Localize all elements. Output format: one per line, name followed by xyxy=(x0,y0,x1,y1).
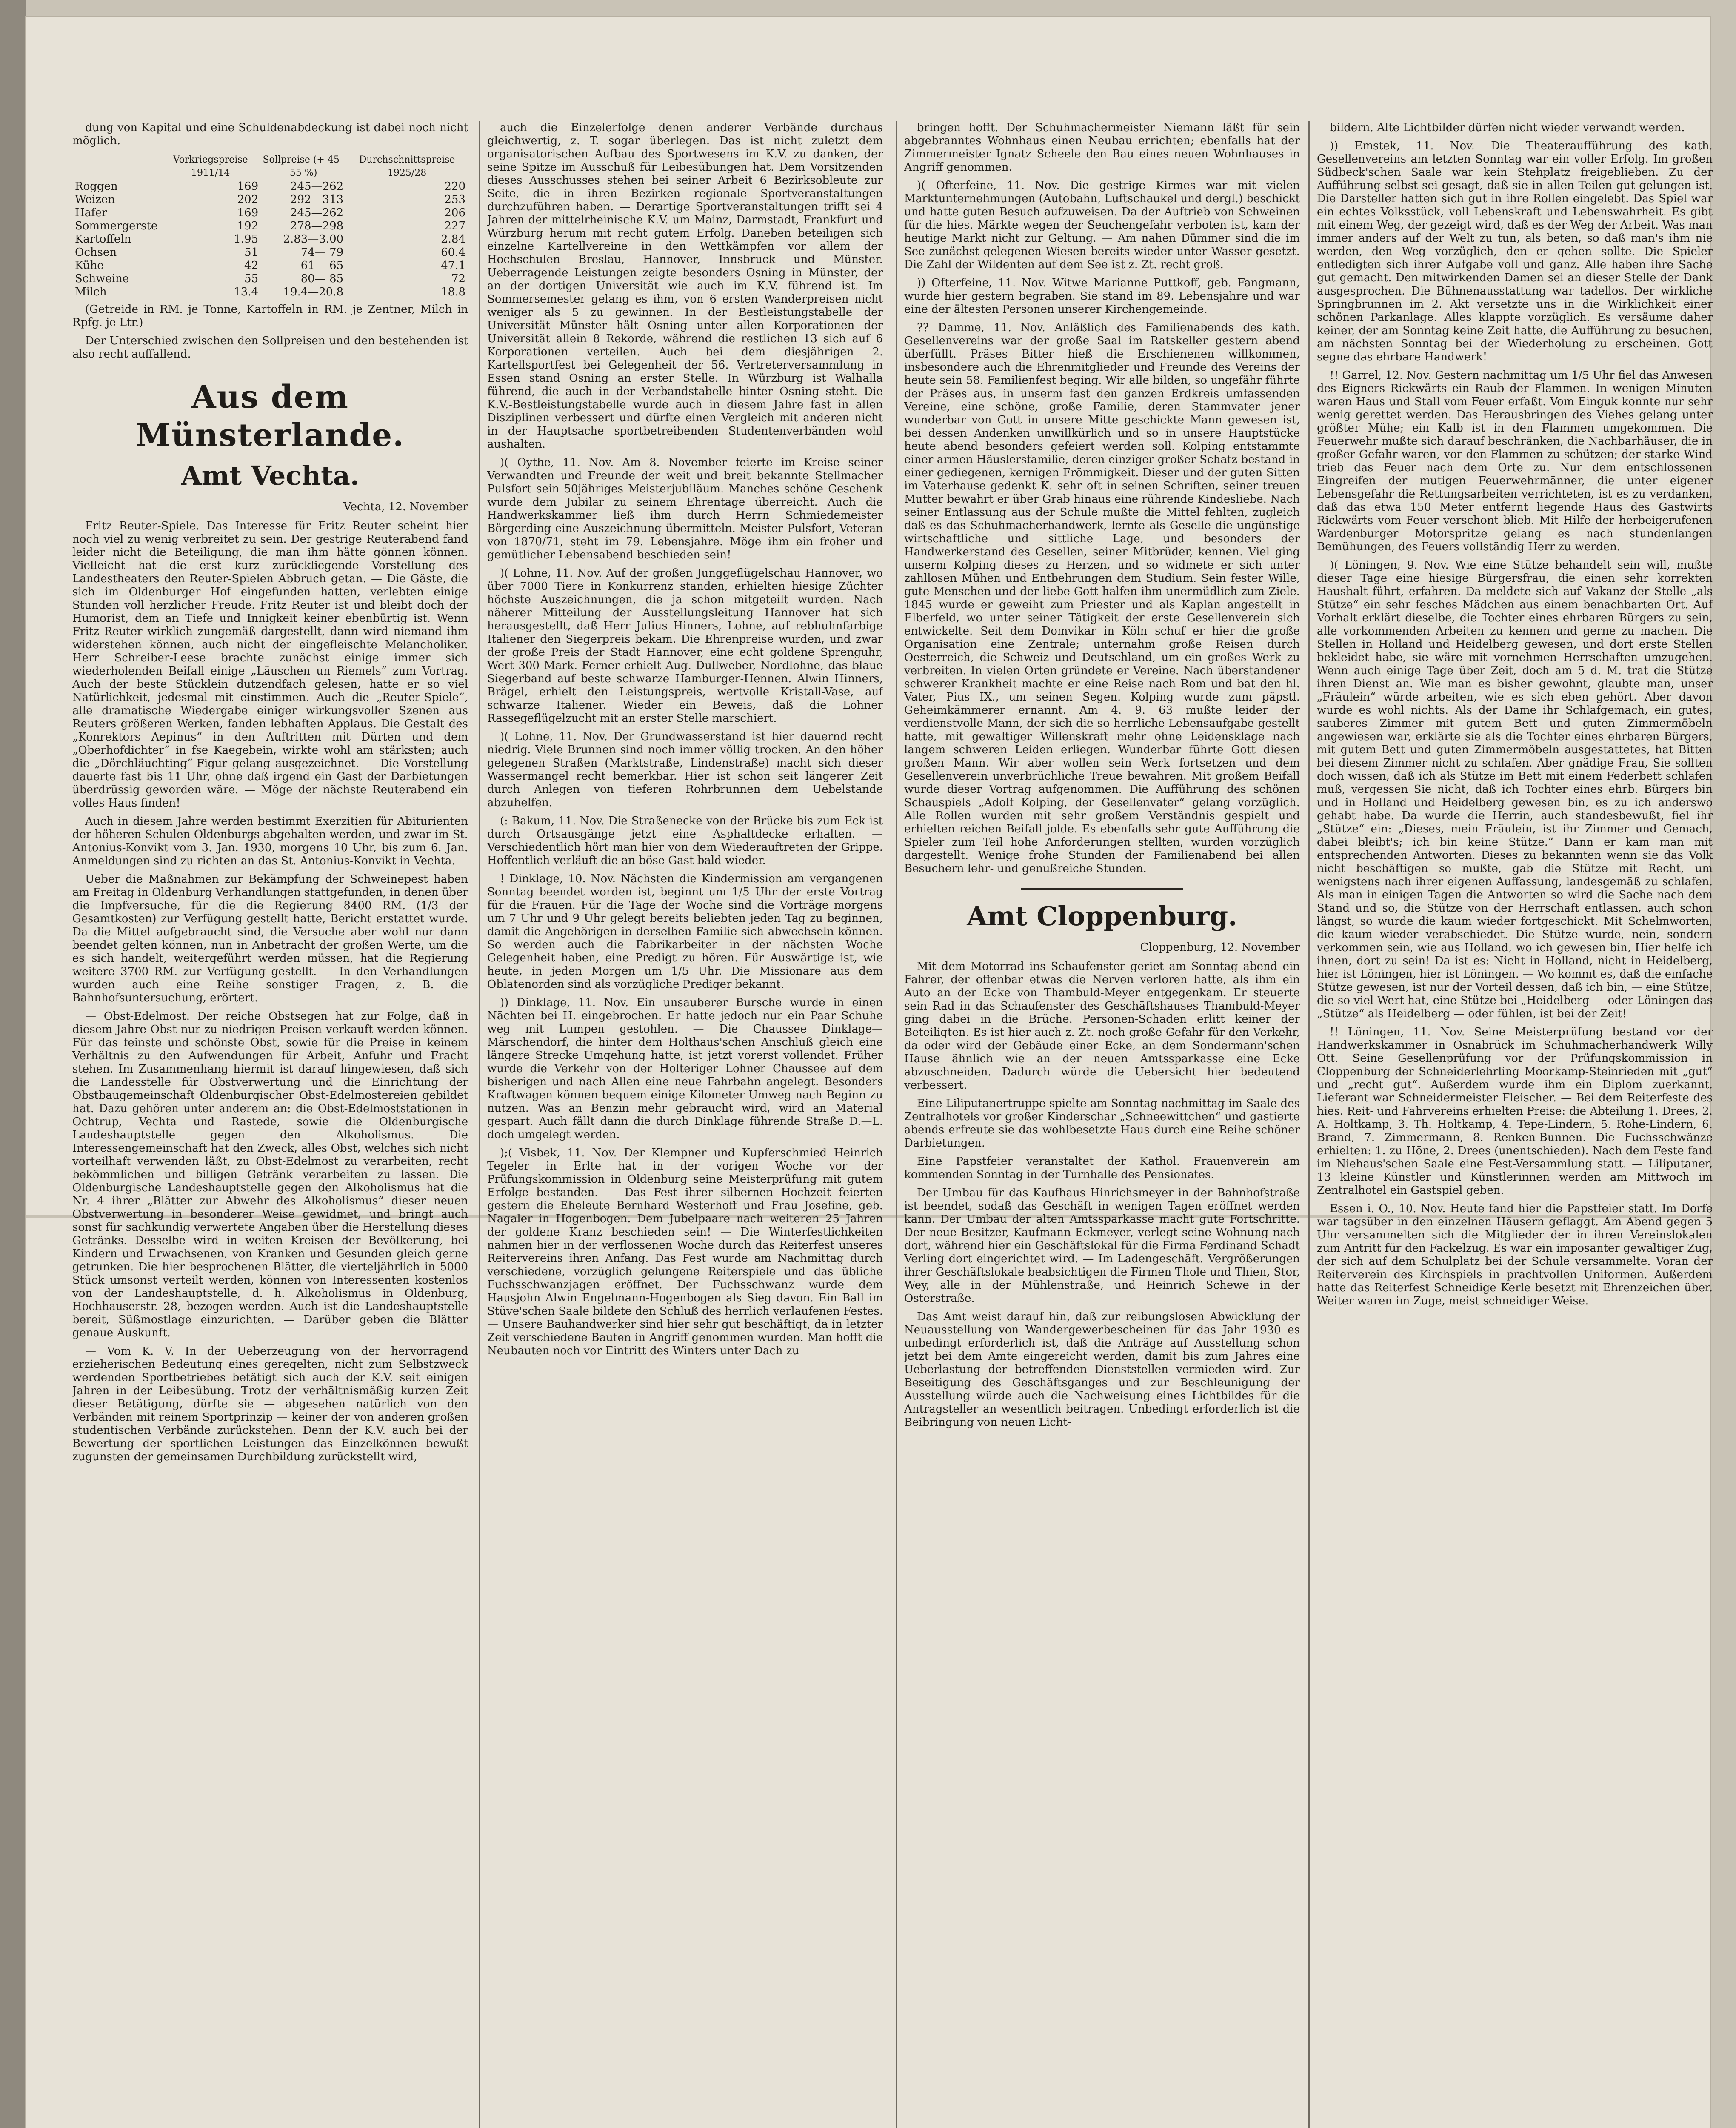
table-cell: 60.4 xyxy=(441,246,465,259)
table-cell: 2.83—3.00 xyxy=(283,233,344,246)
article-paragraph: (: Bakum, 11. Nov. Die Straßenecke von der Brücke bis zum Eck ist durch Ortsausgänge jetzt eine Asphaltdecke erhalten. — Verschiedentlich hört man hier von dem Wiederauftreten der Grippe. Hoffentlich verläuft die an böse Gast bald wieder. xyxy=(487,815,883,867)
column-2 xyxy=(487,121,883,2128)
table-cell: Ochsen xyxy=(75,246,117,259)
table-cell: Sommergerste xyxy=(75,220,158,232)
article-paragraph: )) Emstek, 11. Nov. Die Theateraufführung des kath. Gesellenvereins am letzten Sonntag war ein voller Erfolg. Im großen Südbeck'schen Saale war kein Stehplatz freigeblieben. Zu der Aufführung selbst sei gesagt, daß sie in allen Teilen gut gelungen ist. Die Darsteller hatten sich gut in ihre Rollen eingelebt. Das Spiel war ein echtes Volksstück, voll Lebenskraft und Lebenswahrheit. Es gibt mit einem Weg, der gezeigt wird, daß es der Weg der Arbeit. Was man immer anders auf der Welt zu tun, als beten, so daß man's ihm nie werden, den Weg vorzüglich, den er gehen sollte. Die Spieler entledigten sich ihrer Aufgabe voll und ganz. Alle haben ihre Sache gut gemacht. Den mitwirkenden Damen sei an dieser Stelle der Dank ausgesprochen. Die Bühnenausstattung war tadellos. Der wirkliche Springbrunnen im 2. Akt versetzte uns in die Wirklichkeit einer schönen Parkanlage. Alles klappte vorzüglich. Es versäume daher keiner, der am Sonntag keine Zeit hatte, die Aufführung zu besuchen, am nächsten Sonntag bei der Wiederholung zu erscheinen. Gott segne das ehrbare Handwerk! xyxy=(1317,140,1713,363)
table-cell: Hafer xyxy=(75,206,107,219)
table-row xyxy=(72,259,468,272)
article-paragraph: Eine Liliputanertruppe spielte am Sonntag nachmittag im Saale des Zentralhotels vor großer Kinderschar „Schneewittchen“ und gastierte abends erfreute sie das wohlbesetzte Haus durch eine Reihe schöner Darbietungen. xyxy=(904,1097,1300,1150)
table-cell: 245—262 xyxy=(290,180,344,193)
table-cell: 51 xyxy=(244,246,259,259)
article-paragraph: bringen hofft. Der Schuhmachermeister Niemann läßt für sein abgebranntes Wohnhaus einen Neubau errichten; ebenfalls hat der Zimmermeister Ignatz Scheele den Bau eines neuen Wohnhauses in Angriff genommen. xyxy=(904,121,1300,174)
table-cell: Kartoffeln xyxy=(75,233,131,246)
article-paragraph: )( Löningen, 9. Nov. Wie eine Stütze behandelt sein will, mußte dieser Tage eine hiesige Bürgersfrau, die einen sehr korrekten Haushalt führt, erfahren. Da meldete sich auf Vakanz der Stelle „als Stütze“ ein sehr fesches Mädchen aus einem benachbarten Ort. Auf Vorhalt erklärt dieselbe, die Tochter eines ehrbaren Bürgers zu sein, alle vorkommenden Arbeiten zu kennen und gerne zu machen. Die Stellen in Holland und Heidelberg gewesen, und dort erste Stellen bekleidet habe, sie wäre mit vornehmen Herrschaften umzugehen. Wenn auch einige Tage über Zeit, doch am 5 d. M. trat die Stütze ihren Dienst an. Wie man es bisher gewohnt, glaubte man, unser „Fräulein“ würde arbeiten, wie es sich eben gehört. Aber davon wurde es wohl nichts. Als der Dame ihr Schlafgemach, ein gutes, sauberes Zimmer mit gutem Bett und guten Zimmermöbeln angewiesen war, erklärte sie als die Tochter eines ehrbaren Bürgers, mit gutem Bett und guten Zimmermöbeln ausgestattetes, hat Bitten bei diesem Zimmer nicht zu schlafen. Aber gnädige Frau, Sie sollten doch wissen, daß ich als Stütze im Bett mit einem Federbett schlafen muß, vergessen Sie nicht, daß ich Tochter eines ehrb. Bürgers bin und in Holland und Heidelberg gewesen bin, es zu ich anderswo gehabt habe. Da wurde die Herrin, auch standesbewußt, fiel ihr „Stütze“ ein: „Dieses, mein Fräulein, ist ihr Zimmer und Gemach, dabei bleibt's; ich bin keine Stütze.“ Dann er kam man mit entsprechenden Antworten. Dieses zu bekannten wenn sie das Volk nicht beschäftigen so mußte, gab die Stütze mit Recht, um wenigstens nach ihrer eigenen Auffassung, landesgemäß zu schlafen. Als man in einigen Tagen die Antworten so wird die Sache nach dem Stand und so, die Stütze von der Herrschaft entlassen, auch schon längst, so wurde die kaum wieder fortgeschickt. Mit Schelmworten, die kaum wieder verabschiedet. Die Stütze wurde, nein, sondern verkommen sein, wie aus Holland, wo ich gewesen bin, Hier helfe ich ihnen, dort zu sein! Da ist es: Nicht in Holland, nicht in Heidelberg, hier ist Löningen, hier ist Löningen. — Wo kommt es, daß die einfache Stütze gewesen, ist nur der Vorteil dessen, daß ich bin, — eine Stütze, die so viel Wert hat, eine Stütze bei „Heidelberg — oder Löningen das „Stütze“ als Heidelberg — oder fühlen, ist bei der Zeit! xyxy=(1317,559,1713,1020)
table-note: (Getreide in RM. je Tonne, Kartoffeln in RM. je Zentner, Milch in Rpfg. je Ltr.) xyxy=(72,303,468,329)
table-header-cell xyxy=(72,153,160,180)
article-paragraph: )( Ofterfeine, 11. Nov. Die gestrige Kirmes war mit vielen Marktunternehmungen (Autobahn, Luftschaukel und dergl.) beschickt und hatte guten Besuch aufzuweisen. Da der Auftrieb von Schweinen für die hies. Märkte wegen der Seuchengefahr verboten ist, kam der heutige Markt nicht zur Geltung. — Am nahen Dümmer sind die im See zunächst gelegenen Wiesen bereits wieder unter Wasser gesetzt. Die Zahl der Wildenten auf dem See ist z. Zt. recht groß. xyxy=(904,179,1300,271)
column-rule xyxy=(479,121,480,2128)
table-cell: 192 xyxy=(237,220,259,232)
table-cell: 169 xyxy=(237,206,259,219)
paragraph: dung von Kapital und eine Schuldenabdeckung ist dabei noch nicht möglich. xyxy=(72,121,468,147)
article-paragraph: ?? Damme, 11. Nov. Anläßlich des Familienabends des kath. Gesellenvereins war der große Saal im Ratskeller gestern abend überfüllt. Präses Bitter hieß die Erschienenen willkommen, insbesondere auch die Ehrenmitglieder und Freunde des Vereins der heute sein 58. Familienfest beging. Wir alle bilden, so ungefähr führte der Präses aus, in unserm fast den ganzen Erdkreis umfassenden Vereine, eine schöne, große Familie, deren Stammvater jener wunderbar von Gott in unsere Mitte geschickte Mann gewesen ist, bei dessen Andenken unwillkürlich und so in unsere Hauptstücke heute abend besonders gefeiert werden soll. Kolping entstammte einer armen Häuslersfamilie, deren einziger großer Schatz bestand in einer gediegenen, kernigen Frömmigkeit. Dieser und der guten Sitten im Vaterhause gedenkt K. sehr oft in seinen Schriften, seiner treuen Mutter bewahrt er über Grab hinaus eine rührende Kindesliebe. Nach seiner Entlassung aus der Schule mußte die Mittel fehlten, zugleich daß es das Schuhmacherhandwerk, lernte als Geselle die ungünstige wirtschaftliche und sittliche Lage, und besonders der Handwerkerstand des Gesellen, seiner Mitbrüder, kennen. Viel ging unserm Kolping dieses zu Herzen, und so widmete er sich unter zahllosen Mühen und Entbehrungen dem Studium. Sein fester Wille, gute Menschen und der liebe Gott halfen ihm unermüdlich zum Ziele. 1845 wurde er geweiht zum Priester und als Kaplan angestellt in Elberfeld, wo unter seiner Tätigkeit der erste Gesellenverein sich entwickelte. Seit dem Domvikar in Köln schuf er hier die große Organisation eine Zentrale; unternahm große Reisen durch Oesterreich, die Schweiz und Deutschland, um ein großes Werk zu verbreiten. In vielen Orten gründete er Vereine. Nach überstandener schwerer Krankheit machte er eine Reise nach Rom und bat den hl. Vater, Pius IX., um seinen Segen. Kolping wurde zum päpstl. Geheimkämmerer ernannt. Am 4. 9. 63 mußte leider der verdienstvolle Mann, der sich die so herrliche Lebensaufgabe gestellt hatte, mit gewaltiger Willenskraft mehr ohne Leidensklage nach langem schweren Leiden erliegen. Wunderbar führte Gott diesen großen Mann. Wir aber wollen sein Werk fortsetzen und dem Gesellenverein unverbrüchliche Treue bewahren. Mit großem Beifall wurde dieser Vortrag aufgenommen. Die Aufführung des schönen Schauspiels „Adolf Kolping, der Gesellenvater“ gelang vorzüglich. Alle Rollen wurden mit sehr großem Verständnis gespielt und erhielten reichen Beifall jolde. Es ebenfalls sehr gute Aufführung die Spieler zum Teil hohe Anforderungen stellten, wurden vorzüglich dargestellt. Wenige frohe Stunden der Familienabend bei allen Besuchern lehr- und genußreiche Stunden. xyxy=(904,321,1300,875)
price-table xyxy=(72,153,468,299)
dateline: Cloppenburg, 12. November xyxy=(1140,941,1300,954)
table-row xyxy=(72,272,468,286)
article-paragraph: auch die Einzelerfolge denen anderer Verbände durchaus gleichwertig, z. T. sogar überlegen. Das ist nicht zuletzt dem organisatorischen Aufbau des Sportwesens im K.V. zu danken, der seine Spitze im Ausschuß für Leibesübungen hat. Dem Vorsitzenden dieses Ausschusses stehen bei seiner Arbeit 6 Bezirksobleute zur Seite, die in ihren Bezirken regionale Sportveranstaltungen durchzuführen haben. — Derartige Sportveranstaltungen trifft sei 4 Jahren der mittelrheinische K.V. um Mainz, Darmstadt, Frankfurt und Würzburg herum mit recht gutem Erfolg. Daneben beteiligen sich einzelne Kartellvereine in den Wettkämpfen vor allem der Hochschulen Breslau, Hannover, Innsbruck und Münster. Ueberragende Leistungen zeigte besonders Osning in Münster, der an der dortigen Universität wie auch im K.V. führend ist. Im Sommersemester gelang es ihm, von 6 ersten Wanderpreisen nicht weniger als 5 zu gewinnen. In der Bestleistungstabelle der Universität Münster hält Osning unter allen Korporationen der Universität allein 8 Rekorde, während die restlichen 13 sich auf 6 Korporationen verteilen. Auch bei dem diesjährigen 2. Kartellsportfest bei Gelegenheit der 56. Vertreterversammlung in Essen stand Osning an erster Stelle. In Würzburg ist Walhalla führend, die auch in der Verbandstabelle hinter Osning steht. Die K.V.-Bestleistungstabelle wurde auch in diesem Jahre fast in allen Disziplinen verbessert und dürfte einen Vergleich mit anderen nicht in der Hauptsache sportbetreibenden Studentenverbänden wohl aushalten. xyxy=(487,121,883,451)
article-paragraph: )) Dinklage, 11. Nov. Ein unsauberer Bursche wurde in einen Nächten bei H. eingebrochen. Er hatte jedoch nur ein Paar Schuhe weg mit Lumpen gestohlen. — Die Chaussee Dinklage—Märschendorf, die hinter dem Holthaus'schen Anschluß gleich eine längere Strecke Umgehung hatte, ist jetzt vorerst vollendet. Früher wurde die Verkehr von der Holteriger Lohner Chaussee auf dem bisherigen und nach Allen eine neue Fahrbahn angelegt. Besonders Kraftwagen können bequem einige Kilometer Umweg nach Beginn zu nutzen. Was an Benzin mehr gebraucht wird, wird an Material gespart. Auch fällt dann die durch Dinklage führende Straße D.—L. doch umgelegt werden. xyxy=(487,996,883,1141)
table-cell: Schweine xyxy=(75,272,129,285)
article-paragraph: Der Umbau für das Kaufhaus Hinrichsmeyer in der Bahnhofstraße ist beendet, sodaß das Geschäft in wenigen Tagen eröffnet werden kann. Der Umbau der alten Amtssparkasse macht gute Fortschritte. Der neue Besitzer, Kaufmann Eckmeyer, verlegt seine Wohnung nach dort, während hier ein Geschäftslokal für die Firma Ferdinand Schadt Verling dort eingerichtet wird. — Im Ladengeschäft. Vergrößerungen ihrer Geschäftslokale beabsichtigen die Firmen Thole und Thien, Stor, Wey, alle in der Mühlenstraße, und Heinrich Schewe in der Osterstraße. xyxy=(904,1187,1300,1305)
table-row xyxy=(72,233,468,246)
article-paragraph: ! Dinklage, 10. Nov. Nächsten die Kindermission am vergangenen Sonntag beendet worden ist, beginnt um 1/5 Uhr der erste Vortrag für die Frauen. Für die Tage der Woche sind die Vorträge morgens um 7 Uhr und 9 Uhr gelegt bereits beliebten jeden Tag zu beginnen, damit die Angehörigen in derselben Familie sich abwechseln können. So werden auch die Fabrikarbeiter in der nächsten Woche Gelegenheit haben, eine Predigt zu hören. Für Auswärtige ist, wie heute, in jeden Morgen um 1/5 Uhr. Die Missionare aus dem Oblatenorden sind als vorzügliche Prediger bekannt. xyxy=(487,872,883,991)
article-paragraph: Das Amt weist darauf hin, daß zur reibungslosen Abwicklung der Neuausstellung von Wandergewerbescheinen für das Jahr 1930 es unbedingt erforderlich ist, daß die Anträge auf Ausstellung schon jetzt bei dem Amte eingereicht werden, damit bis zum Jahres eine Ueberlastung der betreffenden Dienststellen vermieden wird. Zur Beseitigung des Geschäftsganges und zur Beschleunigung der Ausstellung würde auch die Nachweisung eines Lichtbildes für die Antragsteller an wesentlich beitragen. Unbedingt erforderlich ist die Beibringung von neuen Licht- xyxy=(904,1310,1300,1429)
column-rule xyxy=(1308,121,1310,2128)
article-paragraph: Eine Papstfeier veranstaltet der Kathol. Frauenverein am kommenden Sonntag in der Turnhalle des Pensionates. xyxy=(904,1155,1300,1181)
table-cell: Milch xyxy=(75,286,107,298)
table-cell: 74— 79 xyxy=(300,246,344,259)
article-paragraph: )) Ofterfeine, 11. Nov. Witwe Marianne Puttkoff, geb. Fangmann, wurde hier gestern begraben. Sie stand im 89. Lebensjahre und war eine der ältesten Personen unserer Kirchengemeinde. xyxy=(904,277,1300,316)
table-row xyxy=(72,246,468,259)
article-paragraph: !! Garrel, 12. Nov. Gestern nachmittag um 1/5 Uhr fiel das Anwesen des Eigners Rickwärts ein Raub der Flammen. In wenigen Minuten waren Haus und Stall vom Feuer erfaßt. Vom Einguk konnte nur sehr wenig gerettet werden. Das Herausbringen des Viehes gelang unter größter Mühe; ein Kalb ist in den Flammen umgekommen. Die Feuerwehr mußte sich darauf beschränken, die Nachbarhäuser, die in großer Gefahr waren, vor den Flammen zu schützen; der starke Wind trieb das Feuer nach dem Orte zu. Nur dem entschlossenen Eingreifen der mutigen Feuerwehrmänner, die unter eigener Lebensgefahr die Rettungsarbeiten verrichteten, ist es zu verdanken, daß das etwa 150 Meter entfernt liegende Haus des Gastwirts Rickwärts vom Feuer verschont blieb. Mit Hilfe der herbeigerufenen Wardenburger Motorspritze gelang es nach stundenlangen Bemühungen, des Feuers vollständig Herr zu werden. xyxy=(1317,369,1713,553)
dateline: Vechta, 12. November xyxy=(343,501,468,513)
table-row xyxy=(72,193,468,206)
column-rule xyxy=(896,121,897,2128)
article-paragraph: Ueber die Maßnahmen zur Bekämpfung der Schweinepest haben am Freitag in Oldenburg Verhandlungen stattgefunden, in denen über die Impfversuche, für die die Regierung 8400 RM. (1/3 der Gesamtkosten) zur Verfügung gestellt hatte, Bericht erstattet wurde. Da die Mittel aufgebraucht sind, die Versuche aber wohl nur dann beendet gelten können, nun in Anbetracht der großen Werte, um die es sich handelt, weitergeführt werden müssen, hat die Regierung weitere 3700 RM. zur Verfügung gestellt. — In den Verhandlungen wurden auch eine Reihe sonstiger Fragen, z. B. die Bahnhofsuntersuchung, erörtert. xyxy=(72,873,468,1004)
table-cell: 47.1 xyxy=(441,259,465,272)
table-cell: 206 xyxy=(444,206,465,219)
table-row xyxy=(72,286,468,299)
table-header-row xyxy=(72,153,468,180)
table-row xyxy=(72,220,468,233)
table-cell: 2.84 xyxy=(441,233,465,246)
table-header-cell: Vorkriegspreise 1911/14 xyxy=(173,154,248,178)
table-cell: 245—262 xyxy=(290,206,344,219)
section-heading: Aus dem Münsterlande. xyxy=(136,379,405,454)
column-4 xyxy=(1317,121,1713,2128)
table-cell: 169 xyxy=(237,180,259,193)
table-cell: 292—313 xyxy=(290,193,344,206)
table-cell: Roggen xyxy=(75,180,118,193)
article-paragraph: Mit dem Motorrad ins Schaufenster geriet am Sonntag abend ein Fahrer, der offenbar etwas die Nerven verloren hatte, als ihm ein Auto an der Ecke von Thambuld-Meyer entgegenkam. Er steuerte sein Rad in das Schaufenster des Geschäftshauses Thambuld-Meyer ging dabei in die Brüche. Personen-Schaden erlitt keiner der Beteiligten. Es ist hier auch z. Zt. noch große Gefahr für den Verkehr, da oder wird der Gebäude einer Ecke, an dem Sondermann'schen Hause ähnlich wie an der neuen Amtssparkasse eine Ecke abzuschneiden. Dadurch würde die Uebersicht hier bedeutend verbessert. xyxy=(904,960,1300,1092)
section-divider xyxy=(1021,888,1183,890)
table-cell: 253 xyxy=(444,193,465,206)
column-3 xyxy=(904,121,1300,2128)
table-cell: 1.95 xyxy=(234,233,259,246)
article-paragraph: )( Oythe, 11. Nov. Am 8. November feierte im Kreise seiner Verwandten und Freunde der weit und breit bekannte Stellmacher Pulsfort sein 50jähriges Meisterjubiläum. Manches schöne Geschenk wurde dem Jubilar zu seinem Ehrentage überreicht. Auch die Handwerkskammer ließ ihm durch Herrn Schmiedemeister Börgerding eine Auszeichnung übermitteln. Meister Pulsfort, Veteran von 1870/71, steht im 79. Lebensjahre. Möge ihm ein froher und gemütlicher Lebensabend beschieden sein! xyxy=(487,456,883,561)
scan-edge xyxy=(0,0,26,2128)
table-cell: 80— 85 xyxy=(300,272,344,285)
article-paragraph: Auch in diesem Jahre werden bestimmt Exerzitien für Abiturienten der höheren Schulen Oldenburgs abgehalten werden, und zwar im St. Antonius-Konvikt vom 3. Jan. 1930, morgens 10 Uhr, bis zum 6. Jan. Anmeldungen sind zu richten an das St. Antonius-Konvikt in Vechta. xyxy=(72,815,468,867)
article-paragraph: — Vom K. V. In der Ueberzeugung von der hervorragend erzieherischen Bedeutung eines geregelten, nicht zum Selbstzweck werdenden Sportbetriebes betätigt sich auch der K.V. seit einigen Jahren in der Leibesübung. Trotz der verhältnismäßig kurzen Zeit dieser Betätigung, dürfte sie — abgesehen natürlich von den Verbänden mit reinem Sportprinzip — keiner der von anderen großen studentischen Verbände zurückstehen. Denn der K.V. auch bei der Bewertung der sportlichen Leistungen das Einzelkönnen bewußt zugunsten der gemeinsamen Durchbildung zurückstellt wird, xyxy=(72,1345,468,1463)
table-header-cell: Durchschnittspreise 1925/28 xyxy=(359,154,455,178)
table-cell: 227 xyxy=(444,220,465,232)
article-paragraph: )( Lohne, 11. Nov. Der Grundwasserstand ist hier dauernd recht niedrig. Viele Brunnen sind noch immer völlig trocken. An den höher gelegenen Straßen (Marktstraße, Lindenstraße) macht sich dieser Wassermangel recht bemerkbar. Hier ist schon seit längerer Zeit durch Anlegen von tieferen Rohrbrunnen dem Uebelstande abzuhelfen. xyxy=(487,730,883,809)
paragraph: Der Unterschied zwischen den Sollpreisen und den bestehenden ist also recht auffallend. xyxy=(72,335,468,360)
table-row xyxy=(72,206,468,220)
table-cell: 42 xyxy=(244,259,259,272)
table-cell: 202 xyxy=(237,193,259,206)
table-header-cell: Sollpreise (+ 45–55 %) xyxy=(263,154,344,178)
article-paragraph: — Obst-Edelmost. Der reiche Obstsegen hat zur Folge, daß in diesem Jahre Obst nur zu niedrigen Preisen verkauft werden können. Für das feinste und schönste Obst, sowie für die Preise in keinem Verhältnis zu den Aufwendungen für Arbeit, Anfuhr und Fracht stehen. Im Zusammenhang hiermit ist darauf hingewiesen, daß sich die Landesstelle für Obstverwertung und die Einrichtung der Obstbaugemeinschaft Oldenburgischer Obst-Edelmostereien gebildet hat. Dazu gehören unter anderem an: die Obst-Edelmoststationen in Ochtrup, Vechta und Rastede, sowie die Oldenburgische Landeshauptstelle gegen den Alkoholismus. Die Interessengemeinschaft hat den Zweck, alles Obst, welches sich nicht vorteilhaft verwenden läßt, zu Obst-Edelmost zu verarbeiten, recht bekömmlichen und billigen Getränk verarbeiten zu lassen. Die Oldenburgische Landeshauptstelle gegen den Alkoholismus hat die Nr. 4 ihrer „Blätter zur Abwehr des Alkoholismus“ dieser neuen Obstverwertung in besonderer Weise gewidmet, und bringt auch sonst für sachkundig verwertete Angaben über die Herstellung dieses Getränks. Desselbe wird in weiten Kreisen der Bevölkerung, bei Kindern und Erwachsenen, von Kranken und Gesunden gleich gerne getrunken. Die hier besprochenen Blätter, die vierteljährlich in 5000 Stück umsonst verteilt werden, können von Interessenten kostenlos von der Landeshauptstelle, d. h. Alkoholismus in Oldenburg, Hochhauserstr. 28, bezogen werden. Auch ist die Landeshauptstelle bereit, Süßmostlage einzurichten. — Darüber geben die Blätter genaue Auskunft. xyxy=(72,1010,468,1339)
table-cell: 278—298 xyxy=(290,220,344,232)
table-cell: 61— 65 xyxy=(300,259,344,272)
article-paragraph: );( Visbek, 11. Nov. Der Klempner und Kupferschmied Heinrich Tegeler in Erlte hat in der vorigen Woche vor der Prüfungskommission in Oldenburg seine Meisterprüfung mit gutem Erfolge bestanden. — Das Fest ihrer silbernen Hochzeit feierten gestern die Eheleute Bernhard Westerhoff und Frau Josefine, geb. Nagaler in Hogenbogen. Dem Jubelpaare nach weiteren 25 Jahren der goldene Kranz beschieden sein! — Die Winterfestlichkeiten nahmen hier in der verflossenen Woche durch das Reiterfest unseres Reitervereins ihren Anfang. Das Fest wurde am Nachmittag durch verschiedene, vorzüglich gelungene Reiterspiele und das übliche Fuchsschwanzjagen eröffnet. Der Fuchsschwanz wurde dem Hausjohn Alwin Engelmann-Hogenbogen als Sieg davon. Ein Ball im Stüve'schen Saale bildete den Schluß des herrlich verlaufenen Festes. — Unsere Bauhandwerker sind hier sehr gut beschäftigt, da in letzter Zeit verschiedene Bauten in Angriff genommen wurden. Man hofft die Neubauten noch vor Eintritt des Winters unter Dach zu xyxy=(487,1147,883,1357)
section-subheading: Amt Cloppenburg. xyxy=(967,901,1237,932)
table-cell: Weizen xyxy=(75,193,115,206)
table-cell: 72 xyxy=(451,272,465,285)
column-1 xyxy=(72,121,468,2128)
table-cell: 220 xyxy=(444,180,465,193)
table-row xyxy=(72,180,468,193)
article-paragraph: bildern. Alte Lichtbilder dürfen nicht wieder verwandt werden. xyxy=(1330,121,1685,134)
table-cell: 18.8 xyxy=(441,286,465,298)
table-cell: 19.4—20.8 xyxy=(283,286,344,298)
table-cell: 13.4 xyxy=(234,286,259,298)
article-paragraph: Fritz Reuter-Spiele. Das Interesse für Fritz Reuter scheint hier noch viel zu wenig verbreitet zu sein. Der gestrige Reuterabend fand leider nicht die Beteiligung, die man ihm hätte gönnen können. Vielleicht hat die erst kurz zurückliegende Vorstellung des Landestheaters den Reuter-Spielen Abbruch getan. — Die Gäste, die sich im Oldenburger Hof eingefunden hatten, verlebten einige Stunden voll herzlicher Freude. Fritz Reuter ist und bleibt doch der Humorist, dem an Tiefe und Innigkeit keiner ebenbürtig ist. Wenn Fritz Reuter wirklich zungemäß dargestellt, dann wird niemand ihm widerstehen können, auch nicht der eingefleischte Melancholiker. Herr Schreiber-Leese brachte zunächst einige immer sich wiederholenden Beifall einige „Läuschen un Riemels“ zum Vortrag. Auch der beste Stücklein dutzendfach gelesen, hatte er so viel Natürlichkeit, jedesmal mit einstimmen. Auch die „Reuter-Spiele“, alle dramatische Wiedergabe einiger wirkungsvoller Szenen aus Reuters größeren Werken, fanden lebhaften Applaus. Die Gestalt des „Konrektors Aepinus“ in den Auftritten mit Dürten und dem „Oberhofdichter“ in fse Kaegebein, wirkte wohl am stärksten; auch die „Dörchläuchting“-Figur gelang ausgezeichnet. — Die Vorstellung dauerte fast bis 11 Uhr, ohne daß irgend ein Gast der Darbietungen überdrüssig geworden wäre. — Möge der nächste Reuterabend ein volles Haus finden! xyxy=(72,520,468,809)
table-cell: 55 xyxy=(244,272,259,285)
section-subheading: Amt Vechta. xyxy=(181,460,360,491)
table-cell: Kühe xyxy=(75,259,104,272)
article-paragraph: !! Löningen, 11. Nov. Seine Meisterprüfung bestand vor der Handwerkskammer in Osnabrück im Schuhmacherhandwerk Willy Ott. Seine Gesellenprüfung vor der Prüfungskommission in Cloppenburg der Schneiderlehrling Moorkamp-Steinrieden mit „gut“ und „recht gut“. Außerdem wurde ihm ein Diplom zuerkannt. Lieferant war Schneidermeister Fleischer. — Bei dem Reiterfeste des hies. Reit- und Fahrvereins erhielten Preise: die Abteilung 1. Drees, 2. A. Holtkamp, 3. Th. Holtkamp, 4. Tepe-Lindern, 5. Rohe-Lindern, 6. Brand, 7. Zimmermann, 8. Renken-Bunnen. Die Fuchsschwänze erhielten: 1. zu Höne, 2. Drees (unentschieden). Nach dem Feste fand im Niehaus'schen Saale eine Fest-Versammlung statt. — Liliputaner, 13 kleine Künstler und Künstlerinnen werden am Mittwoch im Zentralhotel ein Gastspiel geben. xyxy=(1317,1026,1713,1197)
article-paragraph: )( Lohne, 11. Nov. Auf der großen Junggeflügelschau Hannover, wo über 7000 Tiere in Konkurrenz standen, erhielten hiesige Züchter höchste Auszeichnungen, die ja schon mitgeteilt wurden. Nach näherer Mitteilung der Ausstellungsleitung Hannover hat sich herausgestellt, daß Herr Julius Hinners, Lohne, auf rebhuhnfarbige Italiener den Siegerpreis bekam. Die Ehrenpreise wurden, und zwar der große Preis der Stadt Hannover, eine echt goldene Sprenguhr, Wert 300 Mark. Ferner erhielt Aug. Dullweber, Nordlohne, das blaue Siegerband auf beste schwarze Hamburger-Hennen. Alwin Hinners, Brägel, erhielt den Leistungspreis, wertvolle Kristall-Vase, auf schwarze Italiener. Wieder ein Beweis, daß die Lohner Rassegeflügelzucht mit an erster Stelle marschiert. xyxy=(487,567,883,725)
article-paragraph: Essen i. O., 10. Nov. Heute fand hier die Papstfeier statt. Im Dorfe war tagsüber in den einzelnen Häusern geflaggt. Am Abend gegen 5 Uhr versammelten sich die Mitglieder der in ihren Vereinslokalen zum Antritt für den Fackelzug. Es war ein imposanter gewaltiger Zug, der sich auf dem Schulplatz bei der Schule versammelte. Voran der Reiterverein des Kirchspiels in prachtvollen Uniformen. Außerdem hatte das Reiterfest Schneidige Kerle besetzt mit Ehrenzeichen über. Weiter waren im Zuge, meist schneidiger Weise. xyxy=(1317,1202,1713,1307)
